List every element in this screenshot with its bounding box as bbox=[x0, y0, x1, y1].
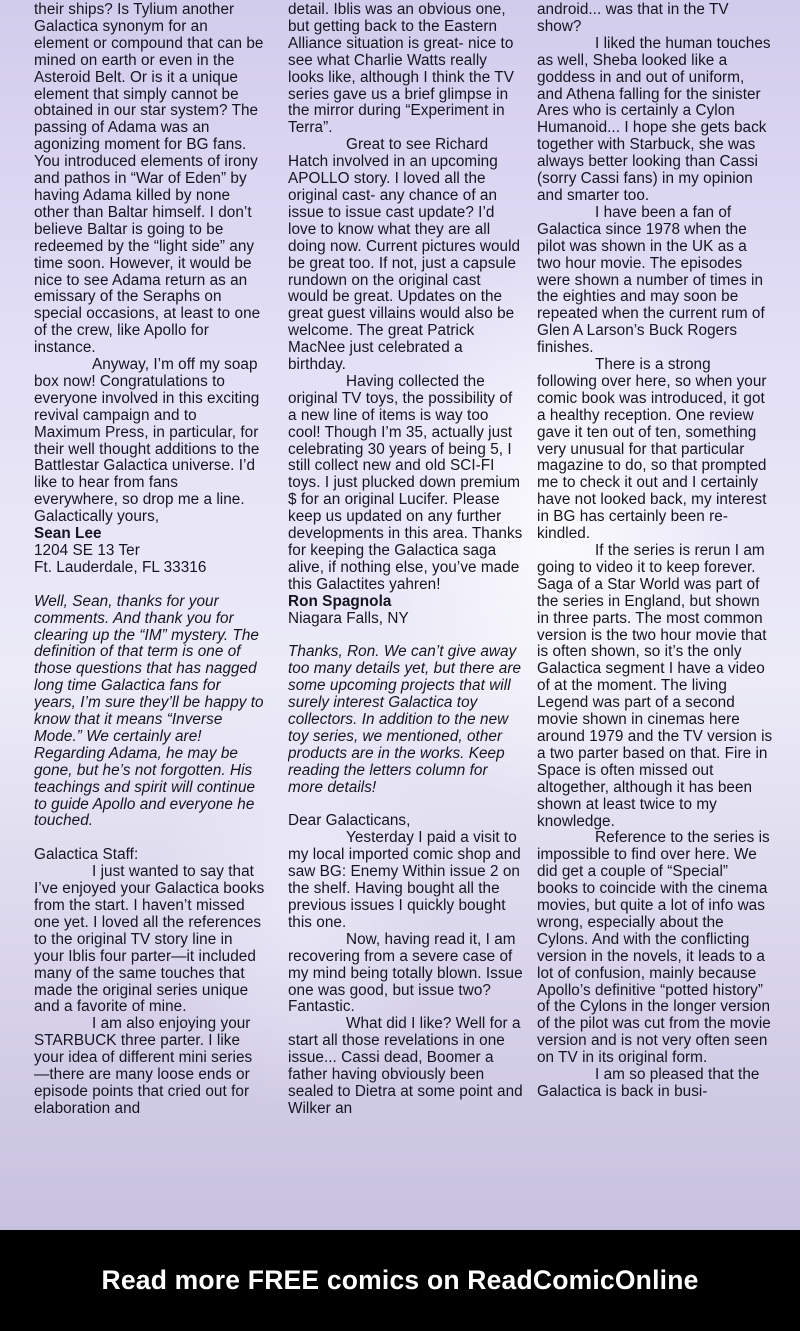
letter-paragraph: I have been a fan of Galactica since 1978 when the pilot was shown in the UK as a two hour movie. The episodes were shown a number of times in the eighties and may soon be repeated when the current rum of Glen A Larson’s Buck Rogers finishes. bbox=[537, 203, 765, 357]
letter-paragraph: Yesterday I paid a visit to my local imported comic shop and saw BG: Enemy Within issue 2 on the shelf. Having bought all the previous issues I quickly bought this one. bbox=[288, 829, 521, 931]
letter-paragraph: Ron Spagnola bbox=[288, 592, 392, 610]
letters-column-1 bbox=[34, 2, 266, 1228]
letter-paragraph: Dear Galacticans, bbox=[288, 812, 411, 830]
promo-banner[interactable] bbox=[0, 1230, 800, 1331]
letter-paragraph: their ships? Is Tylium another Galactica synonym for an element or compound that can be mined on earth or even in the Asteroid Belt. Or is it a unique element that simply cannot be obtained in our star system? The passing of Adama was an agonizing moment for BG fans. You introduced elements of irony and pathos in “War of Eden” by having Adama killed by none other than Baltar himself. I don’t believe Baltar is going to be redeemed by the “light side” any time soon. However, it would be nice to see Adama return as an emissary of the Seraphs on special occasions, at least to one of the crew, like Apollo for instance. bbox=[34, 2, 264, 357]
letter-paragraph: Galactica Staff: bbox=[34, 846, 139, 864]
letter-paragraph: I am also enjoying your STARBUCK three parter. I like your idea of different mini series—there are many loose ends or episode points that cried out for elaboration and bbox=[34, 1015, 253, 1117]
letters-column-2 bbox=[288, 2, 524, 1228]
letter-paragraph: Galactically yours, bbox=[34, 508, 160, 526]
letter-paragraph: Niagara Falls, NY bbox=[288, 609, 409, 627]
letter-paragraph: android... was that in the TV show? bbox=[537, 2, 729, 35]
letter-paragraph: Thanks, Ron. We can’t give away too many details yet, but there are some upcoming projects that will surely interest Galactica toy collectors. In addition to the new toy series, we mentioned, other products are in the works. Keep reading the letters column for more details! bbox=[288, 643, 522, 796]
promo-banner-text: Read more FREE comics on ReadComicOnline bbox=[101, 1265, 699, 1295]
letter-paragraph: I just wanted to say that I’ve enjoyed your Galactica books from the start. I haven’t missed one yet. I loved all the references to the original TV story line in your Iblis four parter—it included many of the same touches that made the original series unique and a favorite of mine. bbox=[34, 863, 265, 1016]
letter-paragraph: I liked the human touches as well, Sheba looked like a goddess in and out of uniform, and Athena falling for the sinister Ares who is certainly a Cylon Humanoid... I hope she gets back together with Starbuck, she was always better looking than Cassi (sorry Cassi fans) in my opinion and smarter too. bbox=[537, 34, 771, 204]
letter-paragraph: detail. Iblis was an obvious one, but getting back to the Eastern Alliance situation is great- nice to see what Charlie Watts really looks like, although I think the TV series gave us a brief glimpse in the mirror during “Experiment in Terra”. bbox=[288, 2, 514, 137]
letter-paragraph: Ft. Lauderdale, FL 33316 bbox=[34, 558, 207, 576]
letter-paragraph: What did I like? Well for a start all those revelations in one issue... Cassi dead, Boomer a father having obviously been sealed to Dietra at some point and Wilker an bbox=[288, 1015, 523, 1117]
letters-column-3 bbox=[537, 2, 773, 1228]
letter-paragraph: Anyway, I’m off my soap box now! Congratulations to everyone involved in this exciting revival campaign and to Maximum Press, in particular, for their well thought additions to the Battlestar Galactica universe. I’d like to hear from fans everywhere, so drop me a line. bbox=[34, 356, 260, 509]
letter-paragraph: There is a strong following over here, so when your comic book was introduced, it got a healthy reception. One review gave it ten out of ten, something very unusual for that particular magazine to do, so that prompted me to check it out and I certainly have not looked back, my interest in BG has certainly been re-kindled. bbox=[537, 356, 767, 543]
letter-paragraph: Reference to the series is impossible to find over here. We did get a couple of “Special” books to coincide with the cinema movies, but quite a lot of info was wrong, especially about the Cylons. And with the conflicting version in the novels, it leads to a lot of confusion, mainly because Apollo’s definitive “potted history” of the Cylons in the longer version of the pilot was cut from the movie version and is not very often seen on TV in its original form. bbox=[537, 829, 771, 1067]
letter-paragraph: I am so pleased that the Galactica is back in busi- bbox=[537, 1066, 760, 1100]
letter-paragraph: 1204 SE 13 Ter bbox=[34, 542, 140, 559]
letter-paragraph: Now, having read it, I am recovering from a severe case of my mind being totally blown. Issue one was good, but issue two? Fantastic. bbox=[288, 930, 523, 1016]
letter-paragraph: Sean Lee bbox=[34, 525, 102, 543]
letter-paragraph: Having collected the original TV toys, the possibility of a new line of items is way too cool! Though I’m 35, actually just celebrating 30 years of being 5, I still collect new and old SCI-FI toys. I just plucked down premium $ for an original Lucifer. Please keep us updated on any further developments in this area. Thanks for keeping the Galactica saga alive, if nothing else, you’ve made this Galactites yahren! bbox=[288, 372, 523, 593]
letter-paragraph: If the series is rerun I am going to video it to keep forever. Saga of a Star World was part of the series in England, but shown in three parts. The most common version is the two hour movie that is often shown, so it’s the only Galactica segment I have a video of at the moment. The living Legend was part of a second movie shown in cinemas here around 1979 and the TV version is a two parter based on that. Fire in Space is often missed out altogether, although it has been shown at least twice to my knowledge. bbox=[537, 542, 773, 830]
letter-paragraph: Well, Sean, thanks for your comments. And thank you for clearing up the “IM” mystery. The definition of that term is one of those questions that has nagged long time Galactica fans for years, I’m sure they’ll be happy to know that it means “Inverse Mode.” We certainly are! Regarding Adama, he may be gone, but he’s not forgotten. His teachings and spirit will continue to guide Apollo and everyone he touched. bbox=[34, 592, 264, 830]
letter-paragraph: Great to see Richard Hatch involved in an upcoming APOLLO story. I loved all the original cast- any chance of an issue to issue cast update? I’d love to know what they are all doing now. Current pictures would be great too. If not, just a capsule rundown on the original cast would be great. Updates on the great guest villains would also be welcome. The great Patrick MacNee just celebrated a birthday. bbox=[288, 136, 521, 374]
